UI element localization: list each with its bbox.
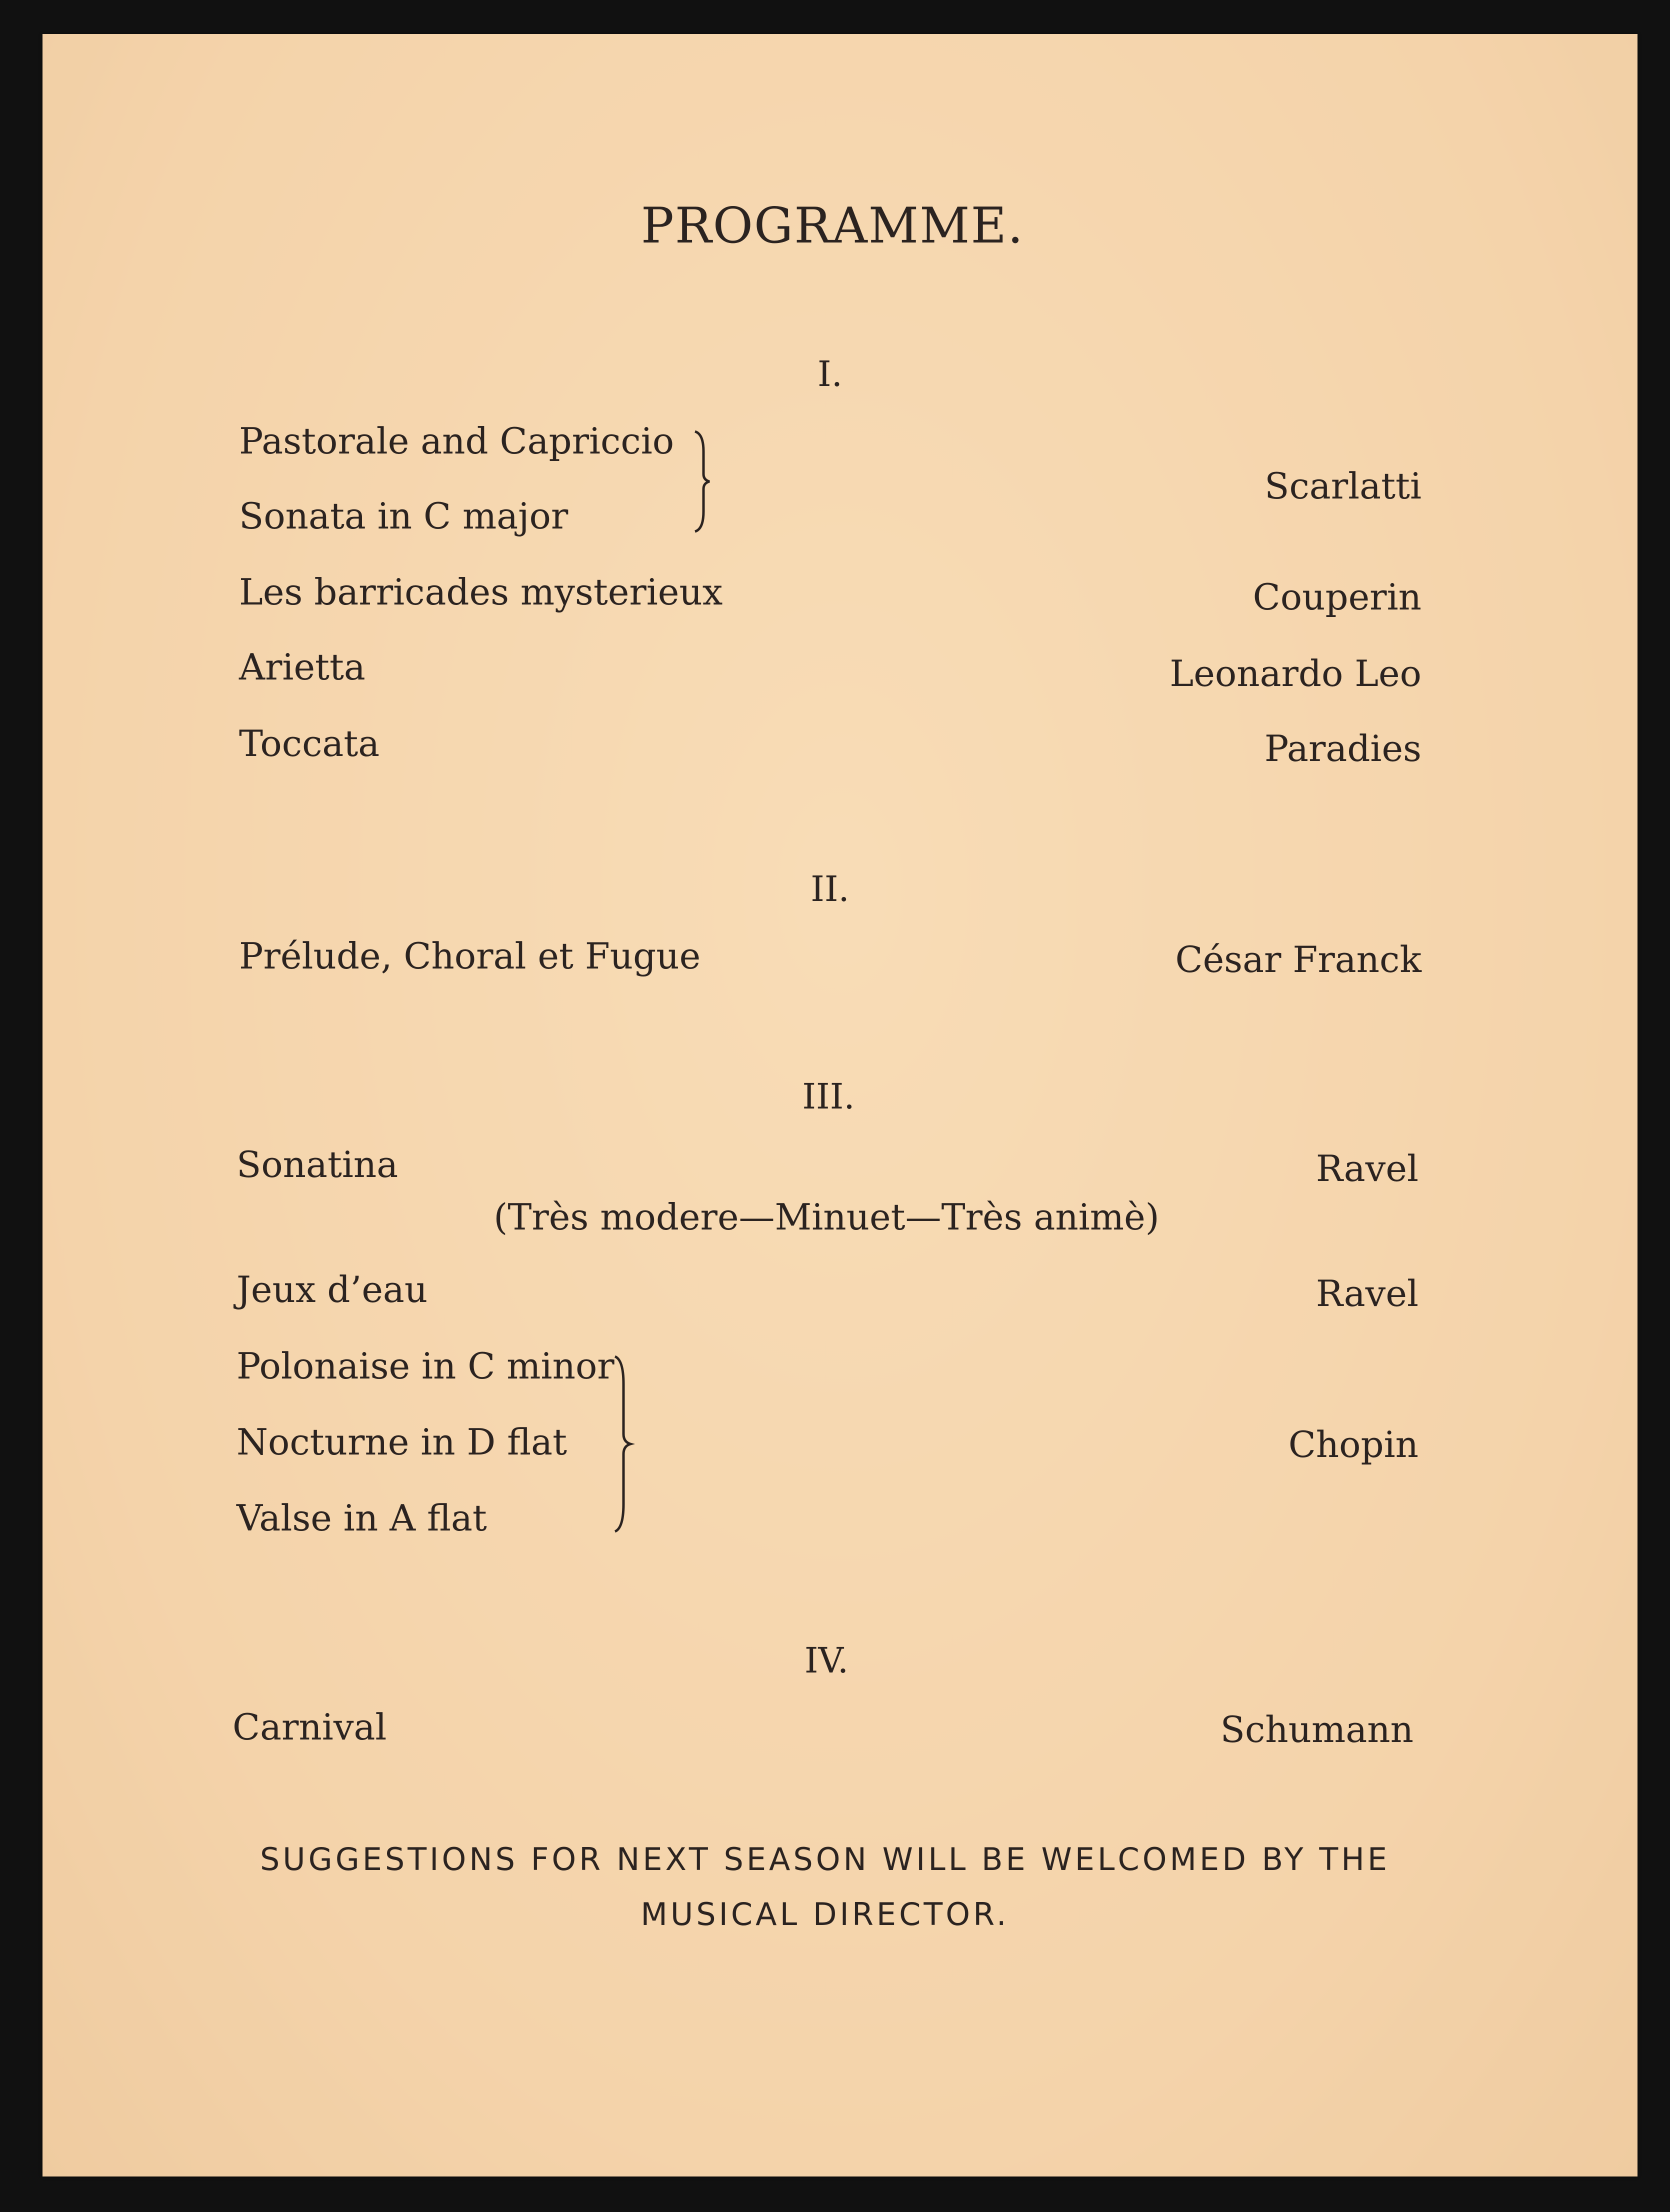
composer-ravel-jeux: Ravel: [1316, 1272, 1418, 1314]
page-title: PROGRAMME.: [640, 198, 1024, 254]
section-numeral-4: IV.: [804, 1640, 849, 1681]
composer-scarlatti: Scarlatti: [1264, 465, 1422, 507]
composer-leonardo-leo: Leonardo Leo: [1170, 652, 1422, 694]
composer-paradies: Paradies: [1264, 728, 1422, 770]
work-polonaise: Polonaise in C minor: [236, 1345, 614, 1387]
work-sonata-c-major: Sonata in C major: [239, 495, 568, 537]
brace-chopin: [612, 1354, 642, 1534]
sonatina-movements: (Très modere—Minuet—Très animè): [494, 1196, 1160, 1238]
work-jeux-deau: Jeux d’eau: [236, 1268, 428, 1310]
work-nocturne: Nocturne in D flat: [236, 1421, 568, 1463]
work-valse: Valse in A flat: [236, 1497, 487, 1539]
work-pastorale-capriccio: Pastorale and Capriccio: [239, 420, 674, 462]
work-prelude-choral-fugue: Prélude, Choral et Fugue: [239, 935, 701, 977]
composer-ravel-sonatina: Ravel: [1316, 1148, 1418, 1190]
brace-scarlatti: [692, 429, 722, 534]
footer-line-2: MUSICAL DIRECTOR.: [640, 1896, 1010, 1932]
section-numeral-3: III.: [802, 1076, 855, 1117]
work-sonatina: Sonatina: [236, 1144, 398, 1186]
composer-cesar-franck: César Franck: [1175, 938, 1422, 980]
work-les-barricades: Les barricades mysterieux: [239, 571, 723, 613]
work-carnival: Carnival: [232, 1706, 387, 1748]
composer-couperin: Couperin: [1252, 576, 1422, 618]
footer-line-1: SUGGESTIONS FOR NEXT SEASON WILL BE WELCOMED BY THE: [260, 1841, 1390, 1878]
work-toccata: Toccata: [239, 722, 380, 764]
composer-schumann: Schumann: [1220, 1708, 1414, 1750]
work-arietta: Arietta: [239, 646, 366, 688]
composer-chopin: Chopin: [1288, 1424, 1418, 1466]
section-numeral-2: II.: [810, 868, 850, 910]
programme-page: [42, 34, 1638, 2176]
section-numeral-1: I.: [818, 354, 842, 394]
